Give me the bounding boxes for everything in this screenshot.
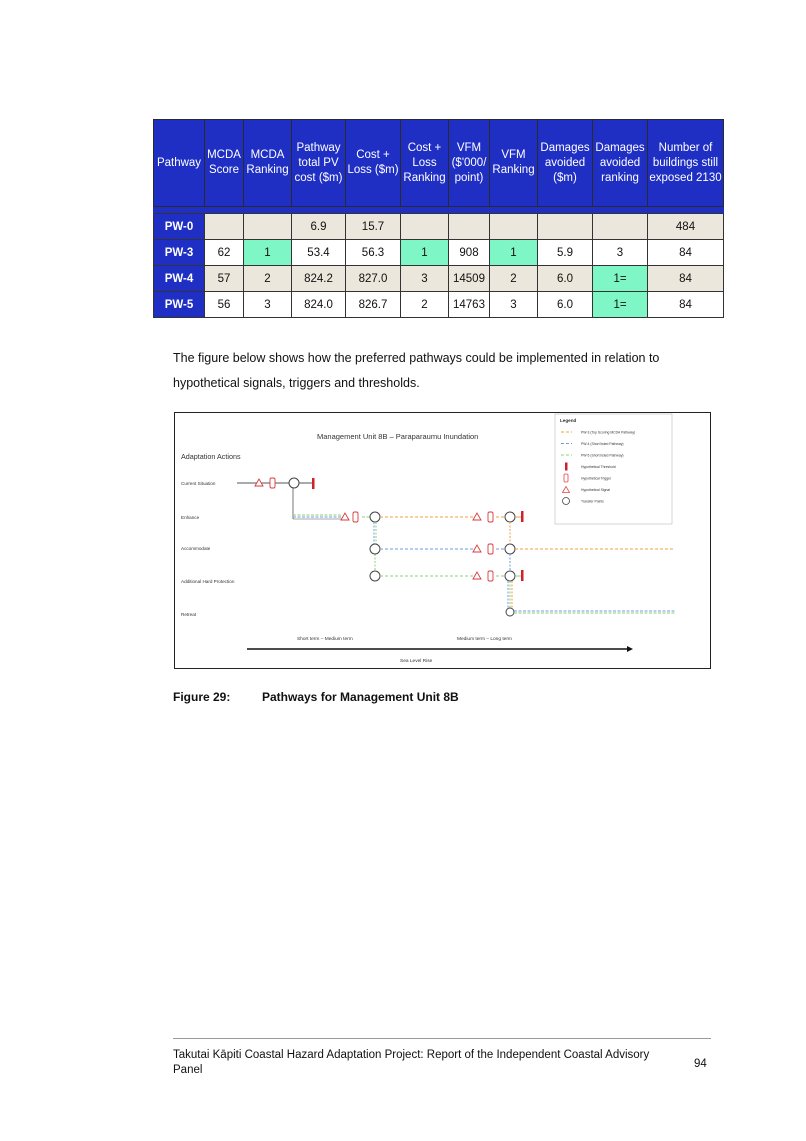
table-cell <box>490 214 538 240</box>
figure-caption <box>173 690 459 704</box>
table-cell: 3 <box>244 292 292 318</box>
figure-caption-text: Pathways for Management Unit 8B <box>262 690 459 704</box>
pathway-comparison-table <box>153 119 724 318</box>
legend-title: Legend <box>560 418 577 423</box>
table-header-cell: Pathway total PV cost ($m) <box>292 120 346 207</box>
table-header-spacer <box>154 207 724 214</box>
hard-protection-row-lines <box>370 570 524 608</box>
table-header-cell: Damages avoided ($m) <box>538 120 593 207</box>
timeline-short-label: Short term – Medium term <box>297 637 353 642</box>
table-cell: 827.0 <box>346 266 401 292</box>
adaptation-actions-label: Adaptation Actions <box>181 452 241 461</box>
table-cell: 2 <box>490 266 538 292</box>
table-cell: 6.0 <box>538 292 593 318</box>
table-cell: 14763 <box>449 292 490 318</box>
table-row <box>154 214 724 240</box>
table-cell: 84 <box>648 266 724 292</box>
row-label-hard-protection: Additional Hard Protection <box>181 579 235 584</box>
figure-number: Figure 29: <box>173 690 231 704</box>
table-cell: 1= <box>593 292 648 318</box>
pathway-cell: PW-5 <box>154 292 205 318</box>
table-cell <box>449 214 490 240</box>
threshold-icon <box>565 463 568 471</box>
row-label-current: Current Situation <box>181 481 216 486</box>
table-cell: 53.4 <box>292 240 346 266</box>
table-cell: 1 <box>244 240 292 266</box>
table-cell: 1= <box>593 266 648 292</box>
legend-label: PW-3 (Top Scoring MCDA Pathway) <box>581 430 636 435</box>
table-cell <box>244 214 292 240</box>
table-header-cell: Damages avoided ranking <box>593 120 648 207</box>
table-cell: 62 <box>205 240 244 266</box>
table-cell: 824.0 <box>292 292 346 318</box>
table-header-cell: Pathway <box>154 120 205 207</box>
table-row <box>154 292 724 318</box>
table-cell: 84 <box>648 292 724 318</box>
table-row <box>154 266 724 292</box>
table-cell: 3 <box>401 266 449 292</box>
trigger-icon <box>564 474 568 482</box>
retreat-row-lines <box>506 608 675 616</box>
table-cell: 2 <box>401 292 449 318</box>
table-cell <box>401 214 449 240</box>
table-cell: 14509 <box>449 266 490 292</box>
pathway-cell: PW-3 <box>154 240 205 266</box>
pathway-cell: PW-4 <box>154 266 205 292</box>
legend-label: PW-5 (Short listed Pathway) <box>581 453 624 458</box>
body-paragraph: The figure below shows how the preferred pathways could be implemented in relation to hypothetical signals, triggers and thresholds. <box>173 351 660 390</box>
table-header-cell: MCDA Ranking <box>244 120 292 207</box>
timeline <box>247 636 633 664</box>
table-cell: 15.7 <box>346 214 401 240</box>
table-header-cell: Number of buildings still exposed 2130 <box>648 120 724 207</box>
sea-level-rise-label: Sea Level Rise <box>400 659 433 664</box>
footer-divider <box>173 1038 711 1039</box>
legend-label: PW-4 (Short listed Pathway) <box>581 442 624 446</box>
table-cell: 1 <box>490 240 538 266</box>
table-cell: 826.7 <box>346 292 401 318</box>
table-cell: 84 <box>648 240 724 266</box>
legend-label: Hypothetical Trigger <box>581 476 612 481</box>
table-cell: 56 <box>205 292 244 318</box>
enhance-row-lines <box>293 511 524 522</box>
footer-text: Takutai Kāpiti Coastal Hazard Adaptation Project: Report of the Independent Coastal Advisory Panel <box>173 1049 650 1076</box>
legend-item <box>563 498 605 505</box>
table-cell: 3 <box>490 292 538 318</box>
accommodate-row-lines <box>370 544 675 571</box>
table-cell: 3 <box>593 240 648 266</box>
current-situation-line <box>237 478 349 519</box>
table-cell: 2 <box>244 266 292 292</box>
table-row <box>154 240 724 266</box>
figure-title: Management Unit 8B – Paraparaumu Inundation <box>317 432 479 441</box>
table-header-cell: VFM ($'000/ point) <box>449 120 490 207</box>
legend-label: Hypothetical Threshold <box>581 465 616 469</box>
table-header-row <box>154 120 724 207</box>
table-cell: 5.9 <box>538 240 593 266</box>
pathway-cell: PW-0 <box>154 214 205 240</box>
table-cell: 56.3 <box>346 240 401 266</box>
table-cell: 57 <box>205 266 244 292</box>
table-header-cell: MCDA Score <box>205 120 244 207</box>
table-cell: 6.0 <box>538 266 593 292</box>
table-cell <box>538 214 593 240</box>
transfer-point-icon <box>563 498 570 505</box>
row-label-retreat: Retreat <box>181 612 197 617</box>
pathways-figure <box>174 412 711 669</box>
table-cell: 1 <box>401 240 449 266</box>
timeline-long-label: Medium term – Long term <box>457 637 512 642</box>
table-cell: 6.9 <box>292 214 346 240</box>
table-cell <box>205 214 244 240</box>
table-header-cell: Cost + Loss ($m) <box>346 120 401 207</box>
table-cell: 824.2 <box>292 266 346 292</box>
row-label-accommodate: Accommodate <box>181 546 211 551</box>
row-label-enhance: Enhance <box>181 515 200 520</box>
legend-label: Transfer Points <box>581 499 604 504</box>
legend <box>555 414 672 524</box>
legend-label: Hypothetical Signal <box>581 488 611 492</box>
table-cell: 484 <box>648 214 724 240</box>
page-number: 94 <box>694 1058 707 1070</box>
table-header-cell: Cost + Loss Ranking <box>401 120 449 207</box>
table-header-cell: VFM Ranking <box>490 120 538 207</box>
table-cell <box>593 214 648 240</box>
table-cell: 908 <box>449 240 490 266</box>
